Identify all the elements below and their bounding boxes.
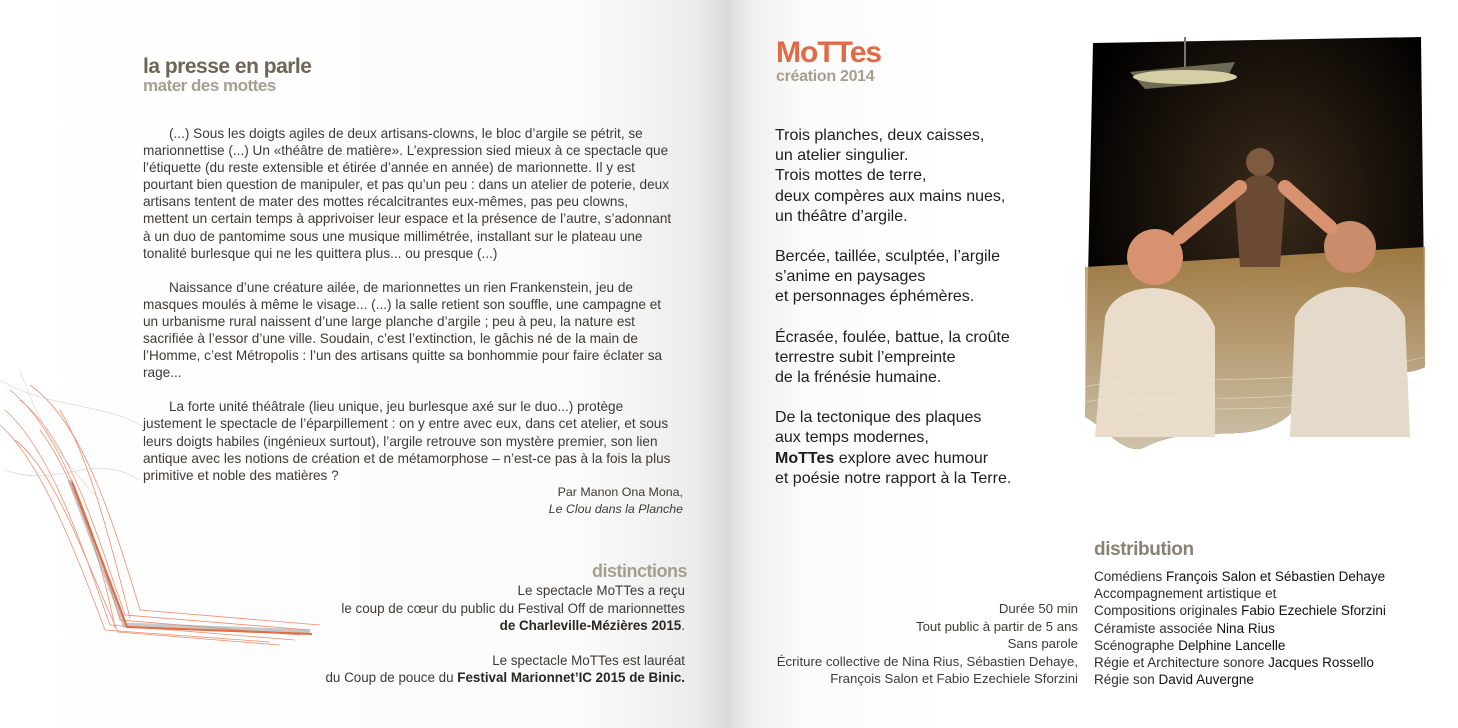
poem-line: terrestre subit l’empreinte <box>775 348 956 366</box>
distinction-1-end: . <box>681 618 685 633</box>
show-title: MoTTes <box>776 36 882 69</box>
credits-list <box>1094 568 1386 688</box>
poem-line: deux compères aux mains nues, <box>775 187 1006 205</box>
poem-line: s’anime en paysages <box>775 268 926 286</box>
poem-stanza <box>775 247 1011 308</box>
poem-line: Écrasée, foulée, battue, la croûte <box>775 328 1010 346</box>
stage-photo <box>1085 37 1425 465</box>
poem-line: Trois planches, deux caisses, <box>775 127 985 144</box>
poem-line: Bercée, taillée, sculptée, l’argile <box>775 248 1001 266</box>
poem-line: et poésie notre rapport à la Terre. <box>775 469 1012 487</box>
credit-role: Régie et Architecture sonore <box>1094 655 1269 671</box>
press-paragraph: Naissance d’une créature ailée, de marionnettes un rien Frankenstein, jeu de masques moulés à même le visage... (...) la salle retient son souffle, une campagne et un urbanisme rural naissent d’une large planche d’argile ; peu à peu, la nature est sacrifiée à l’essor d’une ville. Soudain, c’est l’extinction, le gâchis né de la main de l’Homme, c’est Métropolis : l’un des artisans quitte sa bonhommie pour faire éclater sa rage... <box>143 279 663 381</box>
signature-author: Par Manon Ona Mona, <box>557 485 683 499</box>
info-writing: François Salon et Fabio Ezechiele Sforzini <box>830 671 1078 686</box>
press-paragraph: La forte unité théâtrale (lieu unique, jeu burlesque axé sur le duo...) protège justement le spectacle de l’éparpillement : on y entre avec eux, dans cet atelier, et sous leurs doigts habiles (ingénieux surtout), l’argile retrouve son mystère premier, son lien antique avec les notions de création et de métamorphose – n’est-ce pas à la fois la plus primitive et noble des matières ? <box>143 399 671 483</box>
info-writing: Écriture collective de Nina Rius, Sébastien Dehaye, <box>776 653 1078 669</box>
credit-names: Delphine Lancelle <box>1178 637 1286 653</box>
signature-source: Le Clou dans la Planche <box>548 502 683 516</box>
credits-title: distribution <box>1094 539 1194 560</box>
credit-row <box>1094 654 1386 671</box>
credit-row <box>1094 671 1386 688</box>
credit-names: Jacques Rossello <box>1268 655 1374 671</box>
right-page <box>729 0 1458 728</box>
poem-bold-title: MoTTes <box>775 449 835 467</box>
poem-line: et personnages éphémères. <box>775 288 975 306</box>
credit-row <box>1094 602 1386 619</box>
distinction-1-line-2: le coup de cœur du public du Festival Off de marionnettes <box>341 600 685 616</box>
poem-line: aux temps modernes, <box>775 429 929 447</box>
credit-role: Compositions originales <box>1094 603 1242 619</box>
credit-names: David Auvergne <box>1158 672 1254 688</box>
distinction-2-line-2: du Coup de pouce du <box>325 670 458 685</box>
credit-row <box>1094 620 1386 637</box>
distinction-1-line-1: Le spectacle MoTTes a reçu <box>517 583 685 598</box>
press-article <box>143 125 675 501</box>
info-audience: Tout public à partir de 5 ans <box>915 618 1078 634</box>
credit-names: Nina Rius <box>1216 620 1275 636</box>
press-paragraph: (...) Sous les doigts agiles de deux artisans-clowns, le bloc d’argile se pétrit, se marionnettise (...) Un «théâtre de matière». L’expression sied mieux à ce spectacle que l’étiquette (du reste extensible et étirée d’année en année) de marionnette. Il y est pourtant bien question de manipuler, et pas qu’un peu : dans un atelier de poterie, deux artisans tentent de mater des mottes récalcitrantes eux-mêmes, pas peu clowns, mettent un certain temps à apprivoiser leur espace et la présence de l’autre, s’adonnant à un duo de pantomime sous une musique millimétrée, installant sur le plateau une tonalité burlesque qui ne les quittera plus... ou presque (...) <box>143 126 672 261</box>
distinction-2-festival: Festival Marionnet’IC 2015 de Binic. <box>457 670 685 685</box>
poem-line: de la frénésie humaine. <box>775 369 942 387</box>
press-subtitle: mater des mottes <box>143 76 276 95</box>
distinctions-title: distinctions <box>591 561 687 581</box>
info-language: Sans parole <box>1007 636 1078 651</box>
credit-role: Scénographe <box>1094 637 1179 653</box>
info-duration: Durée 50 min <box>998 601 1078 616</box>
credit-names: François Salon et Sébastien Dehaye <box>1166 569 1386 584</box>
credit-row <box>1094 585 1386 602</box>
poem-stanza <box>775 408 1011 489</box>
distinctions-text <box>325 582 685 704</box>
credit-row <box>1094 568 1386 585</box>
poem-stanza <box>775 126 1011 227</box>
poem-line: De la tectonique des plaques <box>775 409 982 427</box>
show-info <box>777 600 1078 688</box>
show-subtitle: création 2014 <box>776 68 875 85</box>
credit-role: Céramiste associée <box>1094 620 1217 636</box>
poem-line: Trois mottes de terre, <box>775 167 927 185</box>
poem-line: explore avec humour <box>834 449 989 467</box>
credit-row <box>1094 637 1386 654</box>
distinction-1-festival: de Charleville-Mézières 2015 <box>499 618 682 633</box>
credit-role: Comédiens <box>1094 569 1167 584</box>
distinction-2-line-1: Le spectacle MoTTes est lauréat <box>492 652 685 668</box>
poem-line: un théâtre d’argile. <box>775 207 908 225</box>
show-poem <box>775 126 1011 509</box>
poem-stanza <box>775 328 1011 389</box>
poem-line: un atelier singulier. <box>775 147 909 165</box>
distinction-2 <box>325 652 685 687</box>
credit-names: Fabio Ezechiele Sforzini <box>1241 603 1386 619</box>
distinction-1 <box>325 582 685 635</box>
credit-role: Régie son <box>1094 672 1159 688</box>
press-title: la presse en parle <box>143 55 312 78</box>
press-signature <box>549 484 683 518</box>
credit-role: Accompagnement artistique et <box>1094 586 1277 602</box>
